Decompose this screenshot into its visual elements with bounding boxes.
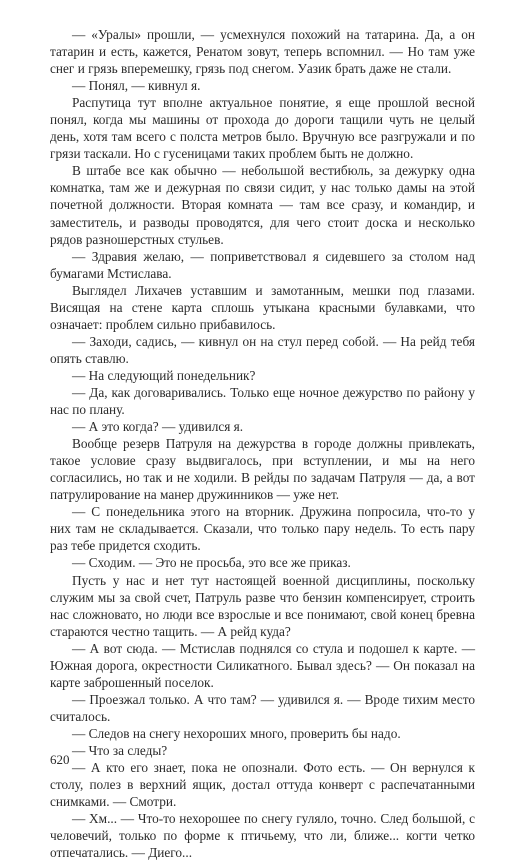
paragraph: — Да, как договаривались. Только еще ночное дежурство по району у нас по плану. (50, 384, 475, 418)
paragraph: Пусть у нас и нет тут настоящей военной дисциплины, поскольку служим мы за свой счет, Патруль разве что бензин компенсирует, строить нас сложновато, но люди все взрослые и все понимают, свой конец бревна стараются честно тащить. — А рейд куда? (50, 572, 475, 639)
paragraph: — «Уралы» прошли, — усмехнулся похожий на татарина. Да, а он татарин и есть, кажется, Ренатом зовут, теперь вспомнил. — Но там уже снег и грязь вперемешку, грязь под снегом. Уазик брать даже не стали. (50, 27, 475, 77)
page-number: 620 (50, 752, 70, 767)
paragraph: — А это когда? — удивился я. (72, 419, 244, 435)
paragraph: — А кто его знает, пока не опознали. Фото есть. — Он вернулся к столу, полез в верхний ящик, достал оттуда конверт с распечатанными снимками. — Смотри. (50, 760, 475, 810)
paragraph: — Следов на снегу нехороших много, проверить бы надо. (72, 725, 401, 741)
paragraph: — Сходим. — Это не просьба, это все же приказ. (72, 555, 351, 571)
paragraph: — Здравия желаю, — поприветствовал я сидевшего за столом над бумагами Мстислава. (50, 248, 475, 281)
paragraph: В штабе все как обычно — небольшой вестибюль, за дежурку одна комнатка, там же и дежурная по связи сидит, у нас только дамы на этой почетной должности. Вторая комната — там все сразу, и командир, и заместитель, и разводы проводятся, для чего стоит доска и несколько рядов разношерстных стульев. (50, 163, 475, 247)
paragraph: — Заходи, садись, — кивнул он на стул перед собой. — На рейд тебя опять ставлю. (50, 333, 475, 366)
paragraph: — Проезжал только. А что там? — удивился я. — Вроде тихим место считалось. (50, 691, 475, 724)
paragraph: — Хм... — Что-то нехорошее по снегу гуляло, точно. След большой, с человечий, только по форме к птичьему, что ли, ближе... когти четко отпечатались. — Диего... (50, 811, 475, 861)
paragraph: Распутица тут вполне актуальное понятие, я еще прошлой весной понял, когда мы машины от прохода до дороги тащили чуть не целый день, хотя там всего с полста метров было. Вручную все разгружали и по грязи таскали. Но с гусеницами таких проблем быть не должно. (50, 95, 475, 162)
paragraph: — А вот сюда. — Мстислав поднялся со стула и подошел к карте. — Южная дорога, окрестности Силикатного. Бывал здесь? — Он показал на карте заброшенный поселок. (50, 640, 475, 690)
paragraph: Вообще резерв Патруля на дежурства в городе должны привлекать, такое условие сразу выдвигалось, при вступлении, и мы на него согласились, но так и не ходили. В рейды по задачам Патруля — да, а вот патрулирование на манер дружинников — уже нет. (50, 436, 475, 503)
paragraph: — С понедельника этого на вторник. Дружина попросила, что-то у них там не складывается. Сказали, что только пару недель. То есть пару раз тебе придется сходить. (50, 504, 475, 554)
paragraph: — Понял, — кивнул я. (72, 78, 201, 94)
paragraph: — На следующий понедельник? (72, 367, 256, 383)
page-text (50, 26, 475, 861)
paragraph: Выглядел Лихачев уставшим и замотанным, мешки под глазами. Висящая на стене карта сплошь утыкана красными булавками, что означает: проблем сильно прибавилось. (50, 282, 475, 332)
paragraph: — Что за следы? (72, 742, 168, 758)
